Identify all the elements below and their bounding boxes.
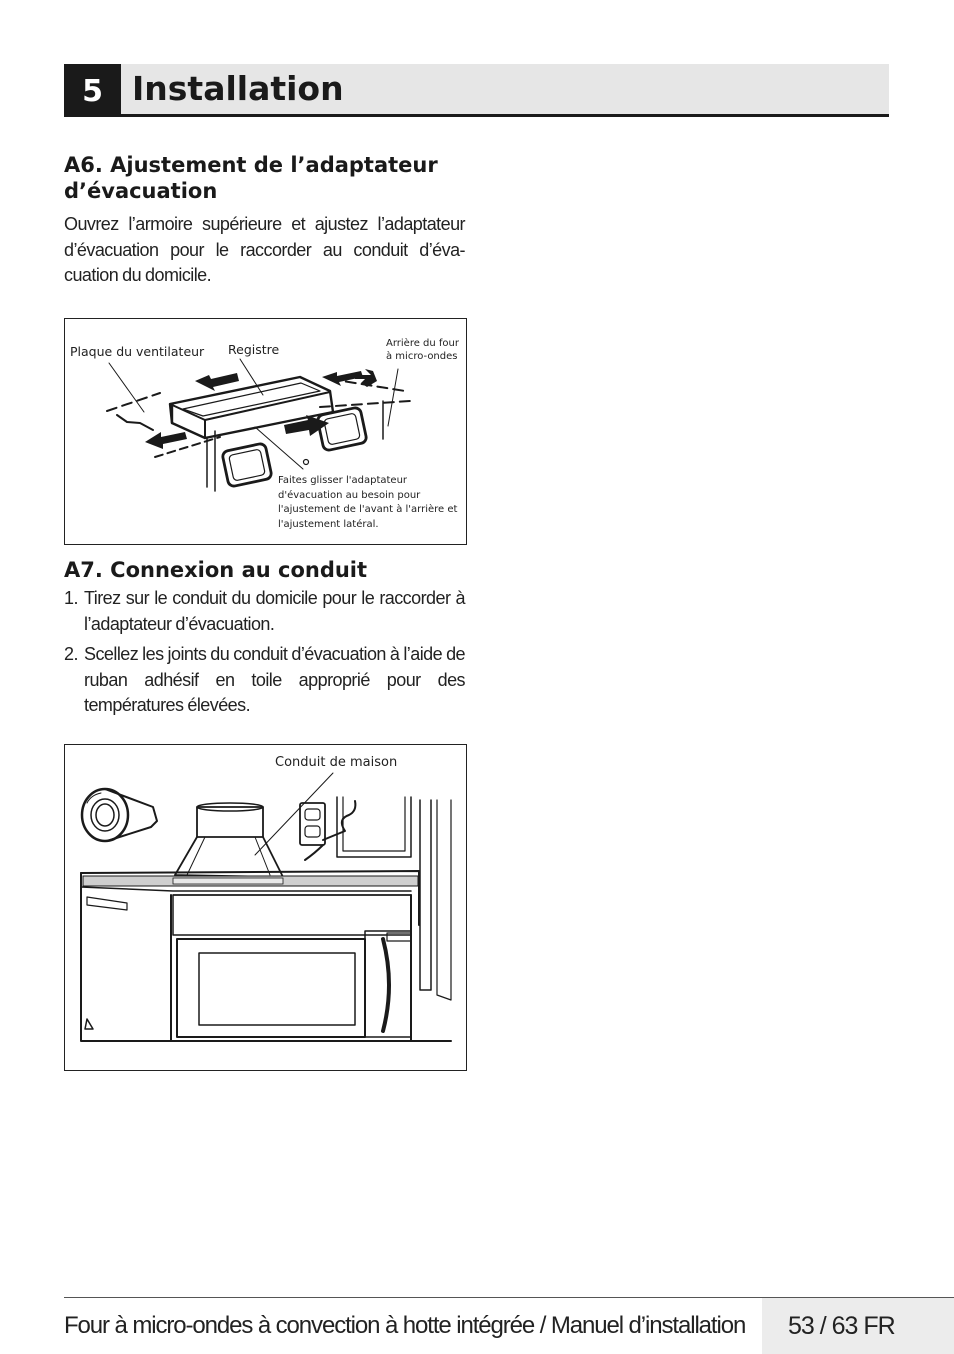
microwave-duct-illustration <box>65 745 466 1070</box>
section-a6-body: Ouvrez l’armoire supérieure et ajustez l’adaptateur d’évacuation pour le raccorder au conduit d’éva-cuation du domicile. <box>64 214 465 285</box>
section-title-a6: A6. Ajustement de l’adaptateur d’évacuation <box>64 153 438 203</box>
label-conduit-maison: Conduit de maison <box>275 755 398 770</box>
page-number: 53 / 63 FR <box>788 1312 895 1340</box>
chapter-header <box>64 64 889 117</box>
footer-manual-title: Four à micro-ondes à convection à hotte intégrée / Manuel d’installation <box>64 1312 746 1339</box>
figure-house-duct <box>64 744 467 1071</box>
footer-page-box <box>762 1298 954 1354</box>
label-registre: Registre <box>228 342 280 357</box>
label-arriere-four: Arrière du four à micro-ondes <box>386 338 459 362</box>
chapter-number: 5 <box>64 64 121 117</box>
section-title-a7: A7. Connexion au conduit <box>64 558 368 582</box>
figure-exhaust-adapter <box>64 318 467 545</box>
chapter-title: Installation <box>132 69 344 108</box>
label-slide-note: Faites glisser l'adaptateur d'évacuation au besoin pour l'ajustement de l'avant à l'arrière et l'ajustement latéral. <box>278 475 458 530</box>
list-item: 2. Scellez les joints du conduit d’évacuation à l’aide de ruban adhésif en toile approprié pour des températures élevées. <box>64 644 465 715</box>
step-list <box>64 586 465 724</box>
label-plaque-ventilateur: Plaque du ventilateur <box>70 344 205 359</box>
list-item: 1. Tirez sur le conduit du domicile pour le raccorder à l’adaptateur d’évacuation. <box>64 588 465 634</box>
